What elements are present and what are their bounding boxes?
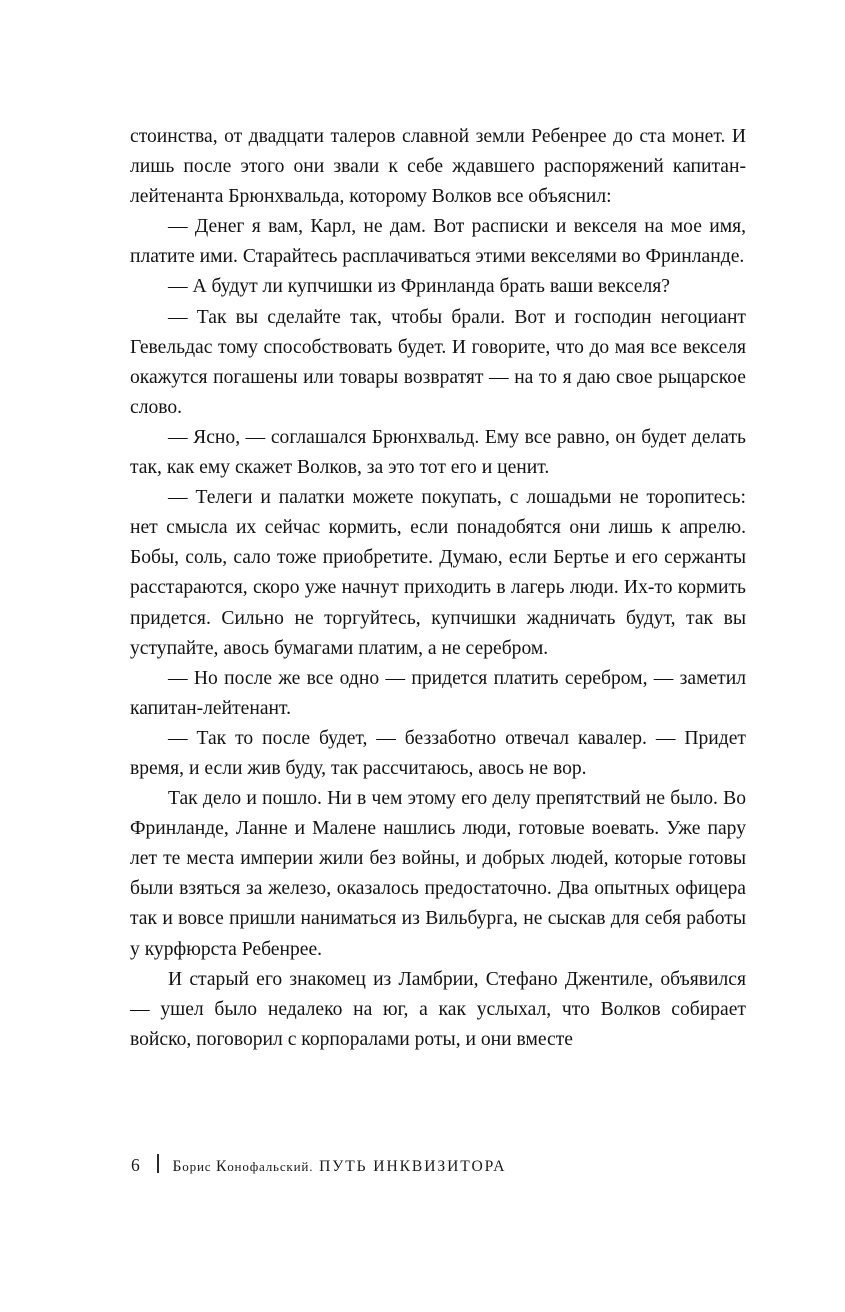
paragraph-dialogue: — А будут ли купчишки из Фринланда брать ваши векселя? xyxy=(168,276,670,298)
paragraph-dialogue: — Но после же все одно — придется платить серебром, — заметил капитан-лейтенант. xyxy=(130,667,746,719)
page-number: 6 xyxy=(131,1155,140,1175)
author-initial: Б xyxy=(172,1158,183,1175)
page-text-block xyxy=(130,122,746,1055)
running-head xyxy=(173,1158,507,1176)
surname-initial: К xyxy=(216,1158,228,1175)
paragraph-dialogue: — Так вы сделайте так, чтобы брали. Вот и господин негоциант Гевельдас тому способствовать будет. И говорите, что до мая все векселя окажутся погашены или товары возвратят — на то я даю свое рыцарское слово. xyxy=(130,306,746,418)
page-footer xyxy=(131,1152,506,1176)
footer-divider-rule xyxy=(157,1154,159,1173)
author-name-rest: орис xyxy=(182,1159,212,1174)
paragraph-narrative: Так дело и пошло. Ни в чем этому его делу препятствий не было. Во Фринланде, Ланне и Малене нашлись люди, готовые воевать. Уже пару лет те места империи жили без войны, и добрых людей, которые готовы были взяться за железо, оказалось предостаточно. Два опытных офицера так и вовсе пришли наниматься из Вильбурга, не сыскав для себя работы у курфюрста Ребенрее. xyxy=(130,788,746,960)
paragraph-dialogue: — Ясно, — соглашался Брюнхвальд. Ему все равно, он будет делать так, как ему скажет Волков, за это тот его и ценит. xyxy=(130,426,746,479)
paragraph-dialogue: — Так то после будет, — беззаботно отвечал кавалер. — Придет время, и если жив буду, так рассчитаюсь, авось не вор. xyxy=(130,727,746,779)
paragraph-narrative: И старый его знакомец из Ламбрии, Стефано Джентиле, объявился — ушел было недалеко на юг, а как услыхал, что Волков собирает войско, поговорил с корпоралами роты, и они вместе xyxy=(130,968,746,1050)
paragraph-continuation: стоинства, от двадцати талеров славной земли Ребенрее до ста монет. И лишь после этого они звали к себе ждавшего распоряжений капитан-лейтенанта Брюнхвальда, которому Волков все объяснил: xyxy=(130,126,746,208)
book-title-text: ПУТЬ ИНКВИЗИТОРА xyxy=(319,1158,507,1175)
paragraph-dialogue: — Телеги и палатки можете покупать, с лошадьми не торопитесь: нет смысла их сейчас кормить, если понадобятся они лишь к апрелю. Бобы, соль, сало тоже приобретите. Думаю, если Бертье и его сержанты расстараются, скоро уже начнут приходить в лагерь люди. Их-то кормить придется. Сильно не торгуйтесь, купчишки жадничать будут, так вы уступайте, авось бумагами платим, а не серебром. xyxy=(130,487,746,659)
paragraph-dialogue: — Денег я вам, Карл, не дам. Вот расписки и векселя на мое имя, платите ими. Старайтесь расплачиваться этими векселями во Фринланде. xyxy=(130,216,746,268)
surname-rest: онофальский. xyxy=(227,1159,314,1174)
